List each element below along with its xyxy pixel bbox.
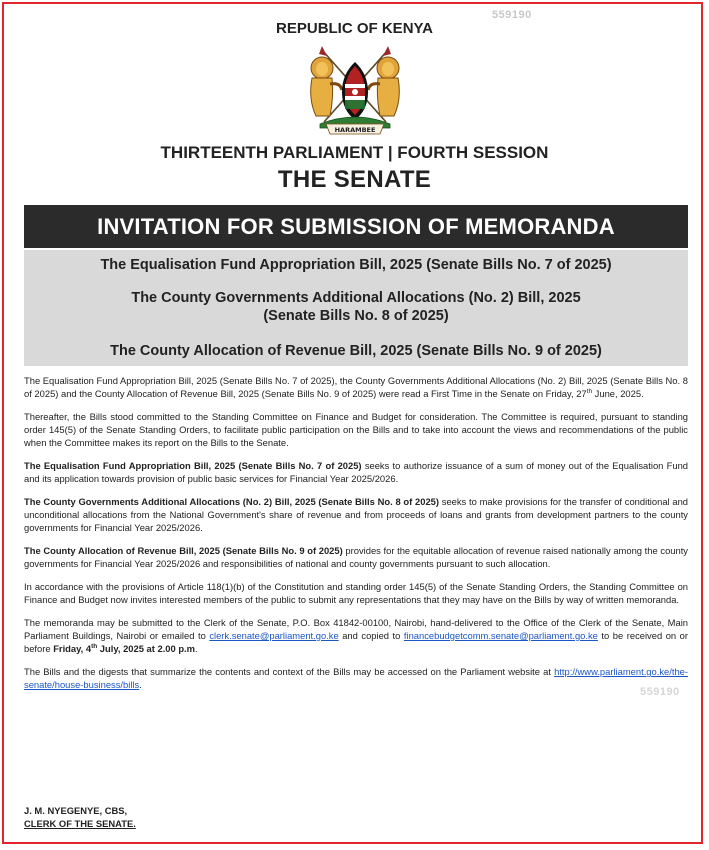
republic-heading: REPUBLIC OF KENYA <box>276 20 433 37</box>
paragraph-website <box>24 666 688 692</box>
bill-title-county-additional-line1: The County Governments Additional Allocations (No. 2) Bill, 2025 <box>131 290 581 306</box>
p3-bold: The Equalisation Fund Appropriation Bill, 2025 (Senate Bills No. 7 of 2025) <box>24 459 362 471</box>
p3-text: seeks to authorize issuance of a sum of money out of the Equalisation Fund and its application towards provision of public basic services for Financial Year 2025/2026. <box>24 459 688 484</box>
motto-text: HARAMBEE <box>334 126 376 134</box>
p4-bold: The County Governments Additional Allocations (No. 2) Bill, 2025 (Senate Bills No. 8 of 2025) <box>24 496 439 508</box>
p5-text: provides for the equitable allocation of revenue raised nationally among the county governments for Financial Year 2025/2026 and responsibilities of national and county governments pursuant to such allocation. <box>24 544 688 569</box>
p8-text-end: . <box>139 678 142 690</box>
deadline-b: July, 2025 at 2.00 p.m <box>97 642 195 654</box>
coat-of-arms-icon <box>300 44 410 136</box>
p7-text-end: . <box>195 642 198 654</box>
paragraph-first-reading <box>24 375 688 401</box>
senate-heading: THE SENATE <box>277 166 432 193</box>
p7-text-2: and copied to <box>338 629 404 641</box>
p1-text: The Equalisation Fund Appropriation Bill, 2025 (Senate Bills No. 7 of 2025), the County Governments Additional Allocations (No. 2) Bill, 2025 (Senate Bills No. 8 of 2025) and the County Allocation of Revenue Bill, 2025 (Senate Bills No. 9 of 2025) were read a First Time in the Senate on Friday, 27 <box>24 375 688 399</box>
bill-title-county-revenue: The County Allocation of Revenue Bill, 2025 (Senate Bills No. 9 of 2025) <box>110 343 602 359</box>
parliament-session-heading: THIRTEENTH PARLIAMENT | FOURTH SESSION <box>160 143 549 162</box>
clerk-email-link[interactable]: clerk.senate@parliament.go.ke <box>209 629 339 641</box>
bills-website-link[interactable]: http://www.parliament.go.ke/the-senate/house-business/bills <box>24 666 688 690</box>
bill-title-county-additional-line2: (Senate Bills No. 8 of 2025) <box>263 308 449 324</box>
p1-sup: th <box>586 387 593 395</box>
signatory-title: CLERK OF THE SENATE. <box>24 818 136 829</box>
paragraph-county-additional-bill <box>24 496 688 534</box>
reference-number: 559190 <box>492 9 532 21</box>
submission-deadline <box>53 643 195 654</box>
p5-bold: The County Allocation of Revenue Bill, 2025 (Senate Bills No. 9 of 2025) <box>24 544 343 556</box>
invitation-banner: INVITATION FOR SUBMISSION OF MEMORANDA <box>24 205 688 248</box>
paragraph-committal: Thereafter, the Bills stood committed to the Standing Committee on Finance and Budget for consideration. The Committee is required, pursuant to standing order 145(5) of the Senate Standing Orders, to facilitate public participation on the Bills and to take into account the views and recommendations of the public when the Committee makes its report on the Bills to the Senate. <box>24 411 688 448</box>
p7-text-3: to be received on or before <box>24 629 688 654</box>
signatory-name: J. M. NYEGENYE, CBS, <box>24 805 128 816</box>
bills-box <box>24 250 688 366</box>
paragraph-submission <box>24 617 688 655</box>
deadline-sup: th <box>91 642 98 650</box>
paragraph-county-revenue-bill <box>24 545 688 571</box>
paragraph-equalisation-bill <box>24 460 688 486</box>
p1-text-end: June, 2025. <box>592 387 644 399</box>
p8-text: The Bills and the digests that summarize the contents and context of the Bills may be accessed on the Parliament website at <box>24 666 555 678</box>
body-text <box>24 375 688 702</box>
deadline-a: Friday, 4 <box>53 642 92 654</box>
bill-title-county-additional <box>24 289 688 325</box>
committee-email-link[interactable]: financebudgetcomm.senate@parliament.go.ke <box>403 629 598 641</box>
bill-title-equalisation: The Equalisation Fund Appropriation Bill, 2025 (Senate Bills No. 7 of 2025) <box>100 257 612 273</box>
p4-text: seeks to make provisions for the transfer of conditional and unconditional allocations from the National Government's share of revenue and from proceeds of loans and grants from development partners to the county governments for Financial Year 2025/2026. <box>24 496 689 533</box>
reference-number-watermark: 559190 <box>640 686 680 698</box>
p7-text: The memoranda may be submitted to the Clerk of the Senate, P.O. Box 41842-00100, Nairobi, hand-delivered to the Office of the Clerk of the Senate, Main Parliament Buildings, Nairobi or emailed to <box>24 617 688 641</box>
paragraph-invitation: In accordance with the provisions of Article 118(1)(b) of the Constitution and standing order 145(5) of the Senate Standing Orders, the Standing Committee on Finance and Budget now invites interested members of the public to submit any representations that they may have on the Bills by way of written memoranda. <box>24 581 688 605</box>
signature-block <box>24 804 136 830</box>
